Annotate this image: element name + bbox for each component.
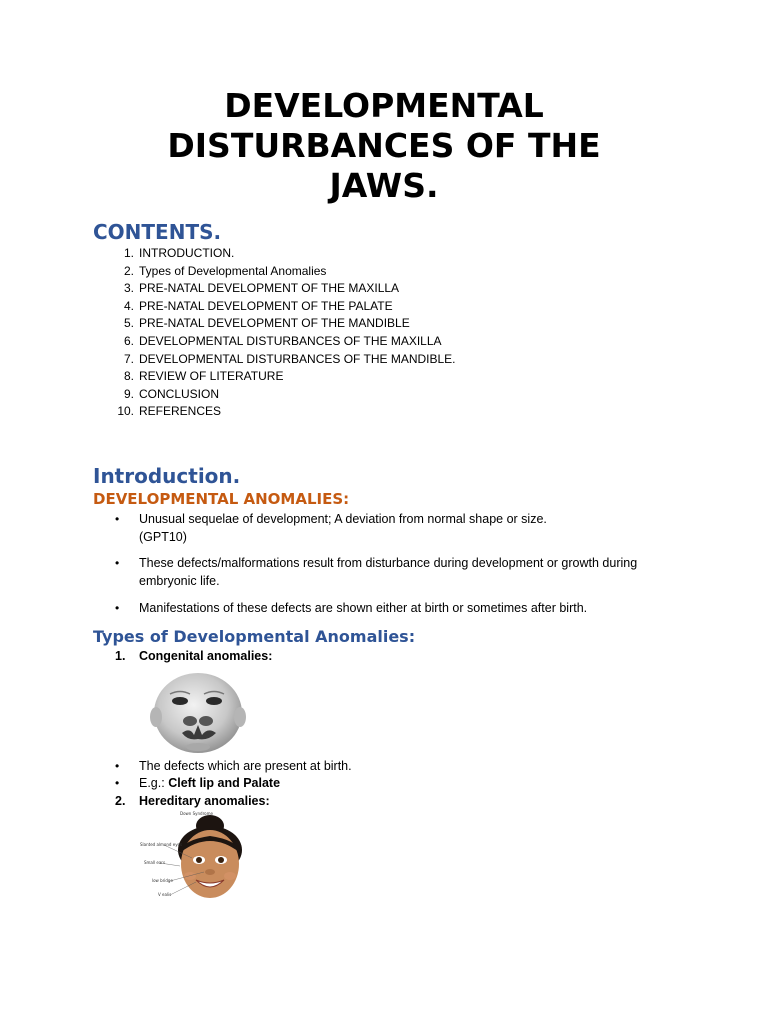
- list-item: • Unusual sequelae of development; A deviation from normal shape or size. (GPT10): [115, 512, 547, 544]
- toc-item: [0, 368, 456, 386]
- toc-item-label: INTRODUCTION.: [139, 246, 235, 260]
- developmental-anomalies-subheading: DEVELOPMENTAL ANOMALIES:: [93, 490, 350, 508]
- down-syndrome-child-image: [138, 810, 250, 906]
- image-caption: Down Syndrome: [180, 811, 213, 816]
- document-title: [100, 86, 668, 206]
- toc-item-label: CONCLUSION: [139, 386, 220, 401]
- toc-item-label: REFERENCES: [139, 404, 222, 419]
- toc-item-number: 1.: [123, 246, 134, 260]
- toc-item-label: DEVELOPMENTAL DISTURBANCES OF THE MANDIBLE.: [139, 351, 456, 366]
- toc-item-number: 4.: [123, 298, 134, 313]
- congenital-example: E.g.: Cleft lip and Palate: [139, 776, 281, 790]
- toc-item: [0, 280, 456, 298]
- title-line-1: DEVELOPMENTAL: [224, 86, 544, 125]
- toc-item-number: 3.: [123, 281, 134, 296]
- toc-item-label: PRE-NATAL DEVELOPMENT OF THE MAXILLA: [139, 281, 400, 296]
- image-label: Slanted almond eyes: [140, 842, 183, 847]
- list-item: • Manifestations of these defects are shown either at birth or sometimes after birth.: [0, 600, 669, 618]
- toc-item-number: 2.: [123, 263, 134, 278]
- toc-item: [0, 351, 456, 369]
- toc-item-number: 8.: [123, 369, 134, 384]
- toc-item-label: PRE-NATAL DEVELOPMENT OF THE MANDIBLE: [139, 316, 410, 331]
- toc-item: [0, 263, 456, 281]
- toc-item-label: PRE-NATAL DEVELOPMENT OF THE PALATE: [139, 298, 393, 313]
- toc-item-label: REVIEW OF LITERATURE: [139, 369, 284, 384]
- bullet-icon: •: [115, 759, 120, 773]
- toc-item: [0, 333, 456, 351]
- toc-item: [0, 298, 456, 316]
- contents-heading: CONTENTS.: [93, 220, 222, 244]
- title-line-2: DISTURBANCES OF THE: [167, 126, 601, 165]
- cleft-lip-baby-image: [150, 669, 246, 755]
- toc-item-number: 5.: [123, 316, 134, 331]
- document-page: DEVELOPMENTAL DISTURBANCES OF THE JAWS. CONTENTS. 1. INTRODUCTION. 2. Types of Developmental Anomalies 3. PRE-NATAL DEVELOPMENT OF THE MAXILLA 4. PRE-NATAL DEVELOPMENT OF THE PALATE 5. PRE-NATAL DEVELOPMENT OF THE MANDIBLE 6. DEVELOPMENTAL DISTURBANCES OF THE MAXILLA 7. DEVELOPMENTAL DISTURBANCES OF THE MANDIBLE. 8. REVIEW OF LITERATURE 9. CONCLUSION 10. REFERENCES Introduction. DEVELOPMENTAL ANOMALIES: • Unusual sequelae of development; A deviation from normal shape or size. (GPT10) • These defects/malformations result from disturbance during development or growth during embryonic life. • Manifestations of these defects are shown either at birth or sometimes after birth. Types of Developmental Anomalies: 1. Congenital anomalies: • The defects which are present at birth. • E.g.: Cleft lip and Palate 2. Hereditary anomalies: Down Syndrome Slanted almond eyes Small ears low bridge V ealis: [0, 0, 768, 1024]
- toc-item-number: 7.: [123, 351, 134, 366]
- introduction-heading: Introduction.: [93, 464, 241, 488]
- toc-item-number: 10.: [117, 404, 134, 419]
- bullet-icon: •: [115, 556, 120, 570]
- toc-item-label: DEVELOPMENTAL DISTURBANCES OF THE MAXILLA: [139, 333, 442, 348]
- image-label: low bridge: [152, 878, 173, 883]
- image-label: Small ears: [144, 860, 166, 865]
- list-item: • These defects/malformations result from disturbance during development or growth during embryonic life.: [115, 556, 638, 588]
- bullet-icon: •: [115, 601, 120, 615]
- contents-list: [0, 245, 456, 421]
- bullet-icon: •: [115, 512, 120, 526]
- toc-item-number: 6.: [123, 333, 134, 348]
- intro-bullet-list: [0, 511, 669, 618]
- congenital-definition: The defects which are present at birth.: [139, 759, 352, 773]
- toc-item-number: 9.: [123, 386, 134, 401]
- toc-item: [0, 245, 456, 263]
- bullet-icon: •: [115, 776, 120, 790]
- toc-item: [0, 315, 456, 333]
- toc-item: [0, 386, 456, 404]
- image-label: V ealis: [158, 892, 172, 897]
- toc-item: [0, 403, 456, 421]
- title-line-3: JAWS.: [329, 166, 439, 205]
- toc-item-label: Types of Developmental Anomalies: [139, 263, 327, 278]
- types-heading: Types of Developmental Anomalies:: [93, 627, 416, 646]
